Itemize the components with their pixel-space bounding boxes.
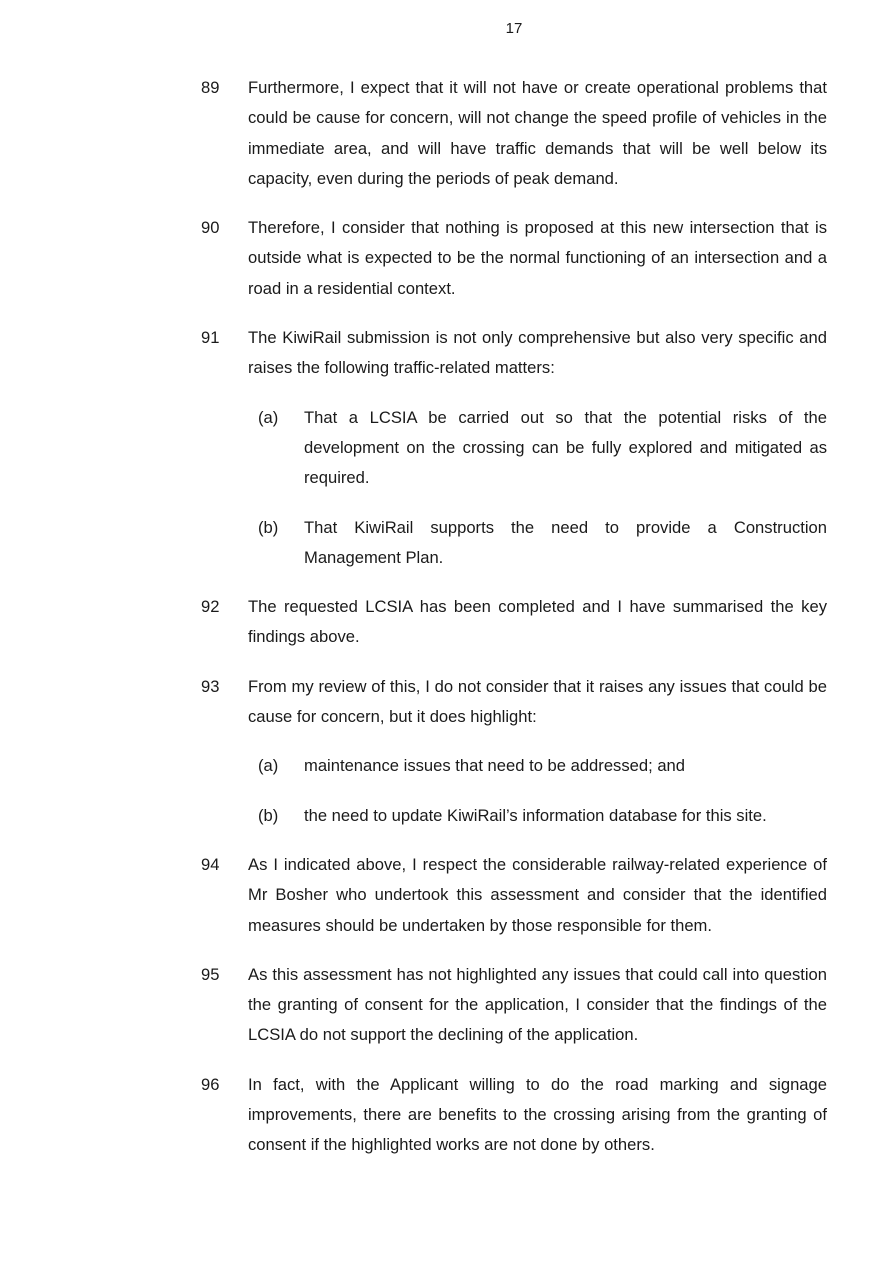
paragraph-89 bbox=[201, 73, 827, 194]
paragraph-number: 90 bbox=[201, 218, 220, 238]
subparagraph-text: the need to update KiwiRail’s information database for this site. bbox=[304, 805, 767, 825]
page-number: 17 bbox=[505, 20, 523, 37]
paragraph-95 bbox=[201, 960, 827, 1051]
paragraph-number: 91 bbox=[201, 328, 220, 348]
subparagraph-text: That KiwiRail supports the need to provide a Construction Management Plan. bbox=[304, 517, 827, 567]
paragraph-92 bbox=[201, 592, 827, 653]
paragraph-text: Furthermore, I expect that it will not have or create operational problems that could be cause for concern, will not change the speed profile of vehicles in the immediate area, and will have traffic demands that will be well below its capacity, even during the periods of peak demand. bbox=[248, 78, 827, 188]
paragraph-number: 96 bbox=[201, 1074, 220, 1094]
paragraph-93 bbox=[201, 672, 827, 733]
paragraph-94 bbox=[201, 850, 827, 941]
paragraph-text: In fact, with the Applicant willing to do the road marking and signage improvements, there are benefits to the crossing arising from the granting of consent if the highlighted works are not done by others. bbox=[248, 1074, 827, 1155]
paragraph-91 bbox=[201, 323, 827, 384]
subparagraph-91b bbox=[201, 513, 827, 574]
document-body bbox=[201, 73, 827, 1180]
subparagraph-label: (b) bbox=[258, 517, 279, 537]
subparagraph-text: maintenance issues that need to be addressed; and bbox=[304, 756, 685, 776]
subparagraph-label: (b) bbox=[258, 805, 279, 825]
paragraph-text: From my review of this, I do not consider that it raises any issues that could be cause for concern, but it does highlight: bbox=[248, 676, 827, 727]
subparagraph-label: (a) bbox=[258, 407, 279, 427]
paragraph-text: The requested LCSIA has been completed and I have summarised the key findings above. bbox=[248, 597, 827, 647]
paragraph-number: 92 bbox=[201, 597, 220, 617]
subparagraph-label: (a) bbox=[258, 756, 279, 776]
paragraph-number: 94 bbox=[201, 854, 220, 874]
paragraph-text: Therefore, I consider that nothing is proposed at this new intersection that is outside what is expected to be the normal functioning of an intersection and a road in a residential context. bbox=[248, 218, 827, 298]
paragraph-96 bbox=[201, 1070, 827, 1161]
paragraph-text: The KiwiRail submission is not only comprehensive but also very specific and raises the following traffic-related matters: bbox=[248, 328, 827, 378]
paragraph-text: As I indicated above, I respect the considerable railway-related experience of Mr Bosher who undertook this assessment and consider that the identified measures should be undertaken by those responsible for them. bbox=[248, 854, 827, 935]
paragraph-number: 95 bbox=[201, 964, 220, 984]
subparagraph-text: That a LCSIA be carried out so that the potential risks of the development on the crossing can be fully explored and mitigated as required. bbox=[304, 407, 827, 488]
subparagraph-91a bbox=[201, 403, 827, 494]
subparagraph-93b bbox=[201, 801, 827, 831]
paragraph-text: As this assessment has not highlighted any issues that could call into question the granting of consent for the application, I consider that the findings of the LCSIA do not support the declining of the application. bbox=[248, 964, 827, 1045]
paragraph-number: 89 bbox=[201, 78, 220, 97]
subparagraph-93a bbox=[201, 751, 827, 781]
paragraph-90 bbox=[201, 213, 827, 304]
paragraph-number: 93 bbox=[201, 676, 220, 696]
